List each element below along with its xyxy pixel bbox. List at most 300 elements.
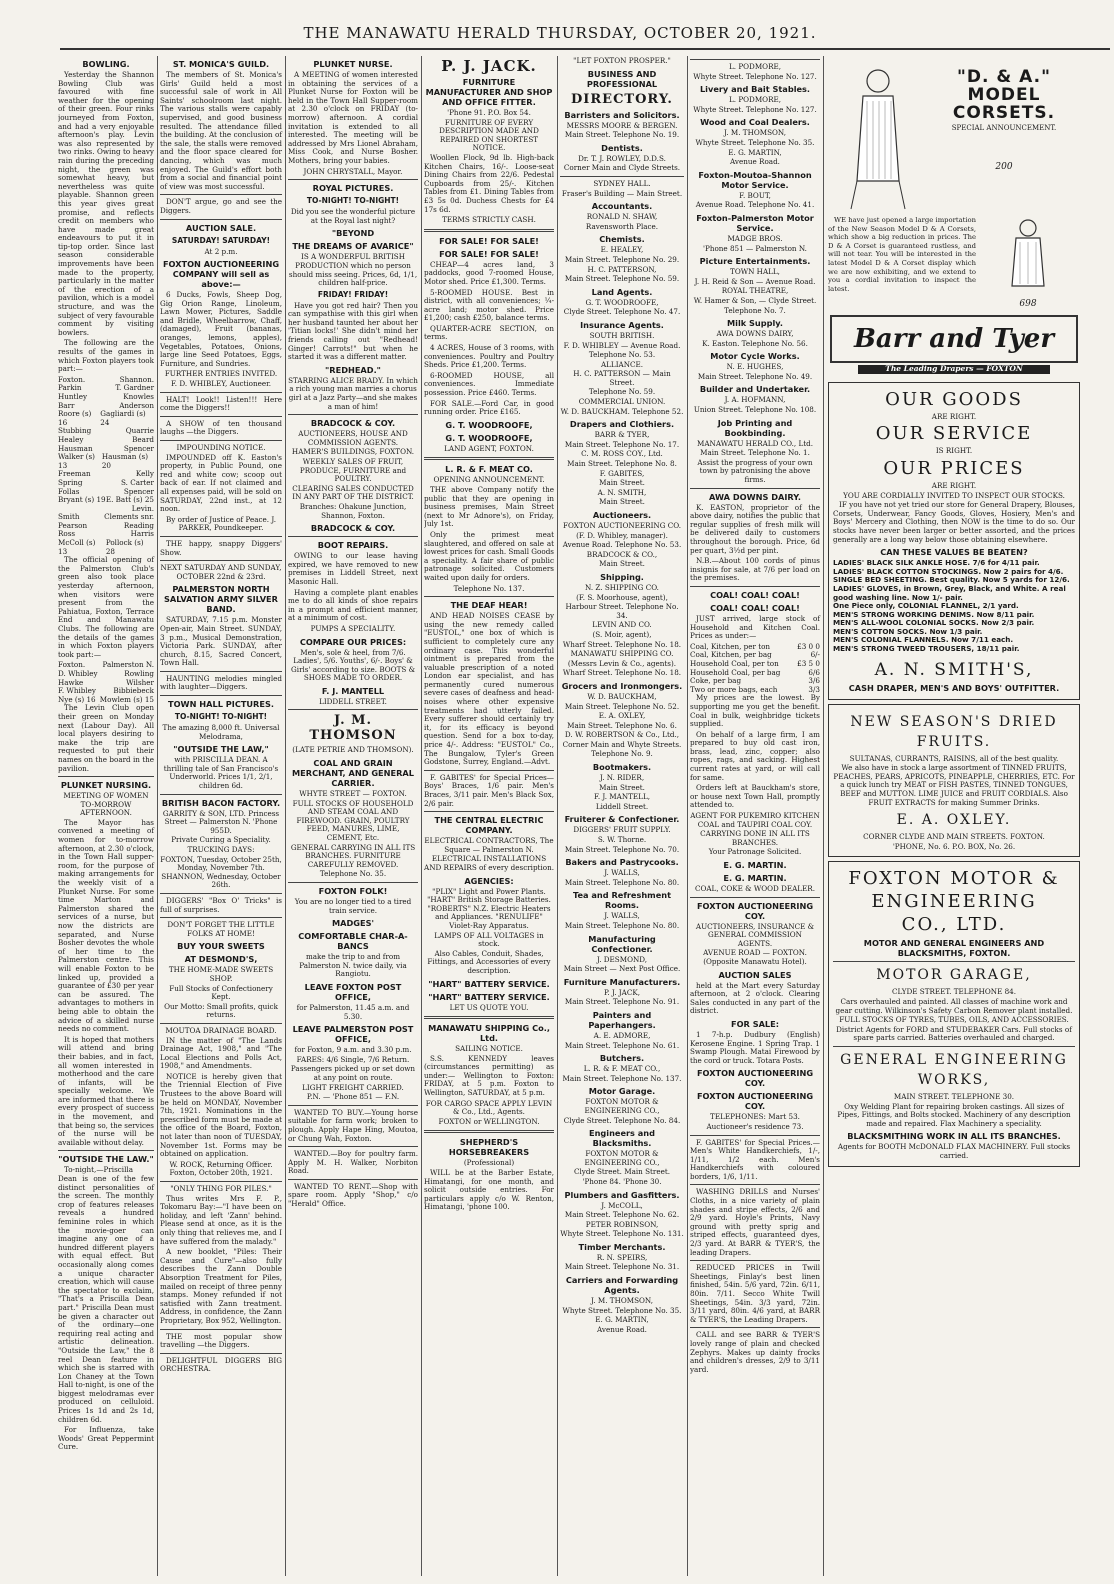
- jack-trade: FURNITURE MANUFACTURER AND SHOP AND OFFICE FITTER.: [425, 77, 553, 107]
- palmerston-results-table: [58, 661, 154, 704]
- directory-line: Corner Main and Clyde Streets.: [563, 163, 681, 173]
- divider: [833, 961, 1075, 962]
- directory-line: Main Street.: [599, 782, 645, 792]
- directory-category: Plumbers and Gasfitters.: [564, 1189, 680, 1200]
- fac-telephones: TELEPHONES: Mart 53.: [710, 1112, 800, 1122]
- goods-right: OUR GOODS: [885, 388, 1023, 410]
- zephyrs-ad: CALL and see BARR & TYER'S lovely range of plain and checked Zephyrs. Makes up dainty frocks and children's dresses, 2/9 to 3/11 yard.: [690, 1330, 820, 1374]
- sale-item-2: 5-ROOMED HOUSE. Best in district, with all conveniences; ¼-acre land; motor shed. Price £1,200; cash £250, balance terms.: [424, 287, 554, 323]
- coal-price-row-cell: 6/-: [810, 650, 820, 660]
- palmerston-result-row-cell: Palmerston N.: [102, 660, 154, 670]
- divider: [160, 194, 282, 195]
- directory-line: J. McCOLL,: [601, 1200, 643, 1210]
- directory-line: MANAWATU SHIPPING CO.: [570, 649, 674, 659]
- deaf-heading: THE DEAF HEAR!: [450, 600, 528, 611]
- directory-line: F. GABITES,: [599, 468, 645, 478]
- plunket-nursing-article-2: It is hoped that mothers will attend and bring their babies, and in fact, all women interested in motherhood and the care of infants, will be specially welcome. We are informed that there is every prospect of success in the movement, and that being so, the services of the nurse will be available without delay.: [58, 1034, 154, 1147]
- electric-contractors: ELECTRICAL CONTRACTORS, The Square — Palmerston N.: [424, 836, 554, 854]
- washing-drills-ad: WASHING DRILLS and Nurses' Cloths, in a nice variety of plain shades and stripe effects, 2/6 and 2/9 yard. Hoyle's Prints, Navy ground with pretty sprig and striped effects, guaranteed dyes, 2/3 yard. At BARR & TYER'S, the leading Drapers.: [690, 1187, 820, 1257]
- bowling-result-row-cell: Knowles: [123, 391, 154, 401]
- fac-footer-2: FOXTON AUCTIONEERING COY.: [696, 1091, 814, 1112]
- directory-line: Clyde Street. Main Street.: [574, 1167, 670, 1177]
- garage-services: Cars overhauled and painted. All classes of machine work and gear cutting. Wilkinson's Safety Carbon Remover plant installed.: [835, 997, 1073, 1015]
- hart-quote: LET US QUOTE YOU.: [449, 1002, 529, 1012]
- garage-stocks: FULL STOCKS OF TYRES, TUBES, OILS, AND ACCESSORIES.: [839, 1015, 1069, 1025]
- sweets-shop: THE HOME-MADE SWEETS SHOP.: [168, 965, 274, 983]
- dried-fruits-stock: We also have in stock a large assortment of TINNED FRUITS, PEACHES, PEARS, APRICOTS, PINEAPPLE, CHERRIES, ETC. For a quick lunch try MEAT or FISH PASTES, TINNED TONGUES, BEEF and MUTTON. LIME JUICE and FRUIT CORDIALS. Also FRUIT EXTRACTS for making Summer Drinks.: [833, 763, 1075, 807]
- directory-line: L. R. & F. MEAT CO.,: [583, 1064, 661, 1074]
- dairy-nb: N.B.—About 100 cords of pinus insignis for sale, at 7/6 per load on the premises.: [690, 556, 820, 583]
- motor-title-3: CO., LTD.: [901, 914, 1007, 936]
- plunket-nursing-subheading: MEETING OF WOMEN TO-MORROW AFTERNOON.: [63, 791, 149, 818]
- woodroofe-name: G. T. WOODROOFE,: [445, 419, 533, 430]
- auction-signature: F. D. WHIBLEY, Auctioneer.: [170, 379, 272, 389]
- oxley-address: CORNER CLYDE AND MAIN STREETS. FOXTON.: [863, 832, 1045, 842]
- directory-category: Dentists.: [601, 142, 643, 153]
- directory-line: Avenue Road.: [730, 157, 780, 167]
- directory-line: Telephone No. 53.: [588, 350, 656, 360]
- salvation-army-program: SATURDAY, 7.15 p.m. Monster Open-air, Main Street. SUNDAY, 3 p.m., Musical Demonstration, Victoria Park. SUNDAY, after church, 8.15, Sacred Concert, Town Hall.: [160, 615, 282, 668]
- directory-line: 'Phone 84. 'Phone 30.: [582, 1176, 662, 1186]
- directory-line: F. BOUT,: [739, 190, 771, 200]
- directory-category: Wood and Coal Dealers.: [700, 117, 810, 128]
- patronage: Your Patronage Solicited.: [708, 847, 802, 857]
- directory-line: Corner Main and Whyte Streets.: [562, 739, 682, 749]
- coal-price-row-cell: 6/6: [808, 667, 820, 677]
- dairy-notice: K. EASTON, proprietor of the above dairy, notifies the public that regular supplies of fresh milk will be delivered daily to customers throughout the borough. Price, 6d per quart, 3½d per pint.: [690, 502, 820, 555]
- directory-line: H. C. PATTERSON — Main Street.: [573, 369, 671, 387]
- bowling-result-row: [58, 539, 154, 556]
- garage-agents: District Agents for FORD and STUDEBAKER Cars. Full stocks of spare parts carried. Batteries overhauled and charged.: [836, 1024, 1072, 1043]
- bowling-result-row-cell: Pearson: [58, 520, 88, 530]
- barr-tyer-tagline: The Leading Drapers — FOXTON: [858, 365, 1050, 374]
- directory-line: Main Street. Telephone No. 6.: [567, 720, 677, 730]
- jack-furniture: FURNITURE OF EVERY DESCRIPTION MADE AND REPAIRED ON SHORTEST NOTICE.: [439, 117, 539, 153]
- directory-category: Auctioneers.: [592, 510, 652, 520]
- directory-line: Harbour Street. Telephone No. 34.: [565, 602, 679, 620]
- bowling-result-row-cell: Parkin: [58, 383, 82, 393]
- engineering-heading: GENERAL ENGINEERING WORKS,: [840, 1051, 1068, 1088]
- carrying: CARRYING DONE IN ALL ITS BRANCHES.: [700, 829, 810, 847]
- directory-line: G. T. WOODROOFE,: [585, 297, 659, 307]
- motor-engineering-ad: [828, 861, 1080, 1166]
- directory-line: J. WALLS,: [604, 868, 640, 878]
- thomson-carrying: GENERAL CARRYING IN ALL ITS BRANCHES. FURNITURE CAREFULLY REMOVED.: [290, 842, 416, 869]
- smith-ad: [828, 382, 1080, 700]
- directory-line: Clyde Street. Telephone No. 47.: [563, 307, 681, 317]
- auction-saturday: SATURDAY! SATURDAY!: [171, 235, 271, 245]
- directory-line: Main Street. Telephone No. 61.: [564, 1040, 680, 1050]
- directory-category: Picture Entertainments.: [699, 256, 811, 267]
- directory-title: DIRECTORY.: [571, 91, 673, 107]
- values-heading: CAN THESE VALUES BE BEATEN?: [880, 547, 1028, 558]
- column-6: [690, 56, 824, 1576]
- diggers-ad: DON'T argue, go and see the Diggers.: [160, 197, 282, 215]
- leave-palmerston: LEAVE PALMERSTON POST OFFICE,: [292, 1024, 414, 1045]
- fac-sales-heading: AUCTION SALES: [718, 969, 792, 980]
- royal-title-1: "BEYOND: [331, 228, 375, 239]
- directory-line: L. PODMORE,: [728, 95, 782, 105]
- directory-line: J. N. RIDER,: [599, 773, 645, 783]
- mantell-name: F. J. MANTELL: [321, 685, 385, 696]
- divider: [160, 671, 282, 672]
- directory-line: J. M. THOMSON,: [723, 128, 787, 138]
- bradcock-sales: WEEKLY SALES OF FRUIT, PRODUCE, FURNITURE and POULTRY.: [299, 457, 407, 484]
- divider: [160, 392, 282, 393]
- coal-price-row-cell: 3/6: [808, 676, 820, 686]
- directory-line: K. Easton. Telephone No. 56.: [702, 338, 808, 348]
- coal-price-row-cell: Household Coal, per ton: [690, 658, 779, 668]
- orchestra-ad: DELIGHTFUL DIGGERS BIG ORCHESTRA.: [160, 1355, 282, 1374]
- garage-heading: MOTOR GARAGE,: [876, 967, 1032, 984]
- redhead-title: "REDHEAD.": [325, 364, 381, 375]
- outside-law-heading: "OUTSIDE THE LAW.": [58, 1154, 154, 1165]
- moutoa-heading: MOUTOA DRAINAGE BOARD.: [165, 1025, 277, 1035]
- blacksmithing: BLACKSMITHING WORK IN ALL ITS BRANCHES.: [847, 1131, 1061, 1142]
- directory-line: F. J. MANTELL,: [593, 792, 651, 802]
- oxley-ad: [828, 704, 1080, 858]
- bradcock-address: HAMER'S BUILDINGS, FOXTON.: [291, 447, 415, 457]
- directory-line: Whyte Street. Telephone No. 127.: [693, 104, 817, 114]
- directory-line: TOWN HALL,: [730, 267, 780, 277]
- corset-figure-illustration: [828, 56, 928, 216]
- smith-name: A. N. SMITH'S,: [874, 659, 1034, 680]
- divider: [160, 917, 282, 918]
- reduced-prices-ad: REDUCED PRICES in Twill Sheetings, Finlay's best linen finished, 54in. 5/6 yard, 72in. 6/11, 80in. 7/11. Secco White Twill Sheetings, 54in. 3/3 yard, 72in. 3/11 yard, 80in. 4/6 yard, at BARR & TYER'S, the Leading Drapers.: [690, 1263, 820, 1324]
- values-list: [833, 559, 1075, 654]
- sale-item-4: 4 ACRES, House of 3 rooms, with conveniences. Poultry and Poultry Sheds. Price £1,200. Terms.: [424, 343, 554, 370]
- directory-line: RONALD N. SHAW,: [586, 212, 658, 222]
- moutoa-notice: NOTICE is hereby given that the Triennial Election of Five Trustees to the above Board will be held on MONDAY, November 7th, 1921. Nominations in the prescribed form must be made at the office of the Board, Foxton, not later than noon of TUESDAY, November 1st. Forms may be obtained on application.: [160, 1071, 282, 1159]
- bowling-result-row-cell: Clements snr.: [104, 512, 154, 522]
- coal-price-row-cell: Coke, per bag: [690, 676, 742, 686]
- divider: [160, 794, 282, 795]
- cargo-location: FOXTON or WELLINGTON.: [438, 1116, 540, 1126]
- moutoa-matter: IN the matter of "The Lands Drainage Act, 1908," and "The Local Elections and Polls Act, 1908," and Amendments.: [160, 1035, 282, 1071]
- corsets-title-3: CORSETS.: [952, 103, 1056, 123]
- directory-line: FOXTON MOTOR & ENGINEERING CO.,: [584, 1097, 660, 1115]
- directory-category: Bootmakers.: [592, 762, 652, 773]
- directory-line: (F. S. Moorhouse, agent),: [576, 592, 668, 602]
- directory-category: Chemists.: [599, 234, 645, 245]
- bowling-result-row-cell: Shannon.: [119, 374, 154, 384]
- impound-signature: By order of Justice of Peace. J. PARKER, Poundkeeper.: [166, 514, 276, 533]
- auction-entries: FURTHER ENTRIES INVITED.: [164, 369, 278, 379]
- impound-heading: IMPOUNDING NOTICE.: [176, 443, 266, 452]
- shepherd-sub: (Professional): [463, 1158, 515, 1168]
- directory-line: Main Street. Telephone No. 8.: [567, 459, 677, 469]
- directory-line: SOUTH BRITISH.: [589, 330, 655, 340]
- smith-sub: CASH DRAPER, MEN'S AND BOYS' OUTFITTER.: [848, 682, 1060, 693]
- bowling-result-row: [58, 410, 154, 427]
- palmerston-result-row-cell: Nye (s) 16: [58, 694, 96, 704]
- directory-category: Job Printing and Bookbinding.: [717, 417, 793, 438]
- guild-article: The members of St. Monica's Girls' Guild held a most successful sale of work in All Saints' schoolroom last night. The various stalls were capably supervised, and good business resulted. The attendance filled the building. At the conclusion of the sale, the stalls were removed and the floor space cleared for dancing, which was much enjoyed. The Guild's effort both from a social and financial point of view was most successful.: [160, 70, 282, 191]
- martin-name-2: E. G. MARTIN.: [723, 873, 787, 883]
- directory-line: Main Street. Telephone No. 17.: [564, 439, 680, 449]
- directory-line: PETER ROBINSON,: [585, 1219, 659, 1229]
- column-3: [288, 56, 422, 1576]
- little-folks-ad: DON'T FORGET THE LITTLE FOLKS AT HOME!: [167, 920, 275, 938]
- trucking-days: FOXTON, Tuesday, October 25th, Monday, November 7th. SHANNON, Wednesday, October 26th.: [160, 854, 282, 890]
- next-saturday: NEXT SATURDAY AND SUNDAY, OCTOBER 22nd & 23rd.: [160, 563, 282, 581]
- directory-category: Butchers.: [599, 1053, 645, 1064]
- shepherd-heading: SHEPHERD'S HORSEBREAKERS: [448, 1137, 530, 1158]
- plunket-nurse-heading: PLUNKET NURSE.: [313, 59, 393, 69]
- palmerston-result-row-cell: Foxton.: [58, 660, 86, 670]
- column-1: [58, 56, 158, 1576]
- fac-desc: AUCTIONEERS, INSURANCE & GENERAL COMMISSION AGENTS.: [695, 921, 815, 948]
- goods-right-sub: ARE RIGHT.: [931, 411, 977, 421]
- happy-ad: THE happy, snappy Diggers' Show.: [160, 538, 282, 557]
- sweets-stock: Full Stocks of Confectionery Kept.: [169, 983, 273, 1002]
- directory-line: D. W. ROBERTSON & Co., Ltd.,: [564, 730, 680, 740]
- divider: [424, 770, 554, 771]
- sale-item-3: QUARTER-ACRE SECTION, on terms.: [424, 323, 554, 342]
- bowling-result-row-cell: McColl (s) 13: [58, 538, 96, 556]
- directory-line: MADGE BROS.: [727, 233, 783, 243]
- electric-heading: THE CENTRAL ELECTRIC COMPANY.: [434, 815, 544, 836]
- coal-price-row-cell: £3 0 0: [797, 641, 820, 651]
- directory-category: Land Agents.: [591, 286, 653, 297]
- bowling-result-row-cell: Levin.: [131, 503, 154, 513]
- bowling-result-row-cell: Ross: [58, 529, 76, 539]
- bowling-result-row-cell: Spring: [58, 477, 83, 487]
- leave-foxton-times: for Palmerston, 11.45 a.m. and 5.30.: [296, 1002, 410, 1021]
- directory-line: Main Street. Telephone No. 29.: [564, 254, 680, 264]
- meat-co-heading: L. R. & F. MEAT CO.: [445, 464, 533, 475]
- divider: [833, 1046, 1075, 1047]
- bowling-result-row-cell: Kelly: [135, 469, 154, 479]
- boot-repairs-notice: OWING to our lease having expired, we have removed to new premises in Liddell Street, next Masonic Hall.: [288, 551, 418, 586]
- directory-line: 'Phone 851 — Palmerston N.: [703, 243, 807, 253]
- directory-line: J. M. THOMSON,: [590, 1296, 654, 1306]
- royal-tonight: TO-NIGHT! TO-NIGHT!: [306, 196, 400, 206]
- divider: [424, 596, 554, 597]
- value-item: LADIES' GLOVES, in Brown, Grey, Black, and White. A real good washing line. Now 1/- pair.: [833, 583, 1066, 602]
- bacon-curing: Private Curing a Speciality.: [171, 835, 271, 845]
- divider: [160, 1329, 282, 1330]
- agencies-list: "PLIX" Light and Power Plants. "HART" British Storage Batteries. "ROBERTS" N.Z. Electric Heaters and Appliances. "RENULIFE" Violet-Ray Apparatus.: [427, 886, 551, 930]
- directory-line: Main Street.: [599, 497, 645, 507]
- fac-sales: held at the Mart every Saturday afternoon, at 2 o'clock. Clearing Sales conducted in any part of the district.: [690, 980, 820, 1016]
- directory-line: J. DESMOND,: [596, 954, 648, 964]
- town-hall-intro: The amazing 8,000 ft. Universal Melodrama,: [162, 723, 280, 741]
- directory-category: Timber Merchants.: [578, 1241, 666, 1252]
- directory-heading: BUSINESS AND PROFESSIONAL: [586, 68, 658, 89]
- cargo-space: FOR CARGO SPACE APPLY LEVIN & Co., Ltd., Agents.: [425, 1098, 553, 1117]
- divider: [690, 586, 820, 587]
- value-item: LADIES' BLACK SILK ANKLE HOSE. 7/6 for 4/11 pair.: [833, 558, 1040, 568]
- bowling-results-table: [58, 376, 154, 556]
- dried-fruits-heading: NEW SEASON'S DRIED FRUITS.: [850, 713, 1058, 750]
- sweets-desmonds: AT DESMOND'S,: [184, 954, 258, 965]
- gabites-ad: F. GABITES' for Special Prices—Boys' Braces, 1/6 pair. Men's Braces, 3/11 pair. Men's Black Sox, 2/6 pair.: [424, 772, 554, 808]
- palmerston-result-row-cell: D. Whibley: [58, 668, 98, 678]
- bowling-result-row-cell: Huntley: [58, 391, 88, 401]
- salvation-army-heading: PALMERSTON NORTH SALVATION ARMY SILVER BAND.: [164, 584, 278, 615]
- sweets-heading: BUY YOUR SWEETS: [177, 941, 265, 952]
- fares-note: Passengers picked up or set down at any point on route.: [290, 1064, 416, 1082]
- bradcock-clearing: CLEARING SALES CONDUCTED IN ANY PART OF THE DISTRICT.: [292, 483, 414, 502]
- divider: [288, 1179, 418, 1180]
- plunket-nursing-article: The Mayor has convened a meeting of women for to-morrow afternoon, at 2.30 o'clock, in the Town Hall supper-room, for the purpose of making arrangements for the weekly visit of a Plunket Nurse. For some time Marton and Palmerston shared the services of a nurse, but now the districts are separated, and Nurse Bosher devotes the whole of her time to the Palmerston centre. This will enable Foxton to be linked up, provided a guarantee of £30 per year can be assured. The advantages to mothers in being able to obtain the advice of a skilled nurse needs no comment.: [58, 817, 154, 1034]
- prices-right-sub: ARE RIGHT.: [931, 480, 977, 490]
- bowling-result-row-cell: Walker (s) 13: [58, 452, 95, 470]
- directory-category: Foxton-Moutoa-Shannon Motor Service.: [698, 169, 812, 190]
- divider: [288, 709, 418, 710]
- bowling-result-row-cell: Pollock (s) 28: [105, 538, 144, 556]
- directory-line: Whyte Street. Telephone No. 131.: [560, 1229, 684, 1239]
- fac-for-sale: FOR SALE:: [730, 1018, 780, 1029]
- royal-friday-text: Have you got red hair? Then you can sympathise with this girl when her husband taunted her about her 'Titian locks!' She didn't mind her friends calling out "Redhead! Ginger! Carrots!" but when he started it was a different matter.: [288, 300, 418, 362]
- smith-text: IF you have not yet tried our store for General Drapery, Blouses, Corsets, Underwear, Fancy Goods, Gloves, Hosiery, Men's and Boys' Mercery and Clothing, then NOW is the time to do so. Our stocks have never been larger or better assorted, and the prices generally are a long way below those obtaining elsewhere.: [833, 500, 1075, 544]
- fac-residence: Auctioneer's residence 73.: [706, 1121, 804, 1131]
- royal-friday: FRIDAY! FRIDAY!: [317, 289, 389, 299]
- bowling-result-row-cell: T. Gardner: [115, 383, 154, 393]
- motor-title-1: FOXTON MOTOR &: [848, 868, 1060, 890]
- directory-line: LEVIN AND CO.: [592, 620, 652, 630]
- directory-line: Main Street — Next Post Office.: [563, 964, 681, 974]
- bowling-result-row-cell: Bryant (s) 19: [58, 495, 106, 505]
- corset-figure-illustration-2: [988, 216, 1068, 296]
- wanted-horse-ad: WANTED TO BUY.—Young horse suitable for farm work; broken to plough. Apply Hape Hing, Moutoa, or Chung Wah, Foxton.: [288, 1107, 418, 1143]
- directory-line: Main Street.: [599, 478, 645, 488]
- corset-model-label-1: 200: [995, 161, 1013, 172]
- coal-heading: COAL! COAL! COAL!: [710, 589, 800, 600]
- lamps: LAMPS OF ALL VOLTAGES in stock.: [434, 930, 544, 949]
- column-4: [424, 56, 558, 1576]
- meat-co-notice: THE above Company notify the public that they are opening in business premises, Main Street (next to Mr Adnore's), on Friday, July 1st.: [424, 485, 554, 529]
- directory-line: A. E. ADMORE,: [593, 1030, 651, 1040]
- directory-line: Main Street. Telephone No. 31.: [564, 1262, 680, 1272]
- fares: FARES: 4/6 Single, 7/6 Return.: [296, 1054, 410, 1064]
- town-hall-title: "OUTSIDE THE LAW,": [173, 744, 269, 755]
- divider: [424, 1130, 554, 1133]
- directory-line: (F. D. Whibley, manager).: [576, 530, 668, 540]
- hart-service: "HART" BATTERY SERVICE.: [428, 978, 550, 989]
- box-of-tricks-ad: DIGGERS' "Box O' Tricks" is full of surprises.: [160, 895, 282, 914]
- barr-tyer-logo-text: Barr and Tyer: [853, 323, 1055, 354]
- bowling-result-row-cell: E. Batt (s) 25: [105, 495, 154, 505]
- directory-line: Clyde Street. Telephone No. 84.: [563, 1115, 681, 1125]
- directory-line: E. G. MARTIN,: [595, 1315, 649, 1325]
- directory-line: E. HEALEY,: [600, 245, 644, 255]
- directory-line: W. D. BAUCKHAM,: [587, 691, 657, 701]
- thomson-heading: J. M. THOMSON: [309, 713, 397, 744]
- directory-line: Union Street. Telephone No. 108.: [693, 405, 817, 415]
- auction-heading: AUCTION SALE.: [185, 222, 257, 233]
- bowling-result-row-cell: Quarrie: [125, 426, 154, 436]
- sale-item-6: FOR SALE.—Ford Car, in good running order. Price £165.: [424, 398, 554, 417]
- directory-line: Main Street. Telephone No. 49.: [697, 371, 813, 381]
- fac-items: 1 7-h.p. Dudbury (English) Kerosene Engine. 1 Spring Trap. 1 Swamp Plough. Matai Firewood by the cord or truck. Totara Posts.: [690, 1029, 820, 1065]
- value-item: MEN'S COTTON SOCKS. Now 1/3 pair.: [833, 626, 983, 636]
- directory-line: A. N. SMITH,: [597, 487, 647, 497]
- directory-line: COMMERCIAL UNION.: [578, 397, 666, 407]
- boot-prices: Men's, sole & heel, from 7/6. Ladies', 5/6. Youths', 6/-. Boys' & Girls' according to size. BOOTS & SHOES MADE TO ORDER.: [291, 647, 415, 683]
- coal-buying: On behalf of a large firm, I am prepared to buy old cast iron, brass, lead, zinc, copper; also ropes, rags, and sacking. Highest current rates at yard, or will call for same.: [690, 729, 820, 782]
- coal-orders: Orders left at Bauckham's store, or house next Town Hall, promptly attended to.: [690, 783, 820, 810]
- directory-line: J. WALLS,: [604, 911, 640, 921]
- piles-heading: "ONLY THING FOR PILES.": [170, 1184, 272, 1193]
- divider: [424, 229, 554, 232]
- directory-line: Main Street. Telephone No. 52.: [564, 701, 680, 711]
- outside-law-article: To-night,—Priscilla Dean is one of the few distinct personalities of the screen. The monthly crop of features releases reveals a hundred feminine roles in which the movie-goer can imagine any one of a hundred different players with equal effect. But occasionally along comes a unique character creation, which will cause the spectator to exclaim, "That's a Priscilla Dean part." Priscilla Dean must be given a character out of the ordinary—one requiring real acting and artistic delineation. "Outside the Law," the 8 reel Dean feature in which she is starred with Lon Chaney at the Town Hall to-night, is one of the biggest melodramas ever produced on celluloid. Prices 1s 1d and 2s 1d, children 6d.: [58, 1165, 154, 1424]
- directory-category: Bakers and Pastrycooks.: [565, 857, 679, 868]
- divider: [58, 776, 154, 777]
- jack-heading: P. J. JACK.: [441, 57, 537, 75]
- bowling-result-row-cell: Stubbing: [58, 426, 92, 436]
- royal-pictures-heading: ROYAL PICTURES.: [312, 183, 394, 194]
- directory-line: FOXTON AUCTIONEERING CO.: [562, 521, 681, 530]
- palmerston-result-row-cell: Wilsher: [126, 677, 154, 687]
- divider: [160, 893, 282, 894]
- directory-category: Tea and Refreshment Rooms.: [572, 890, 672, 911]
- engineering-services: Oxy Welding Plant for repairing broken castings. All sizes of Pipes, Fittings, and Bolts stocked. Machinery of any description made and repaired. Flax Machinery a speciality.: [837, 1101, 1071, 1128]
- motor-title-2: ENGINEERING: [871, 891, 1037, 913]
- sailing-notice: SAILING NOTICE.: [455, 1044, 523, 1054]
- bowling-result-row-cell: S. Carter: [120, 477, 154, 487]
- directory-line: S. W. Thorne.: [597, 835, 647, 845]
- corsets-special: SPECIAL ANNOUNCEMENT.: [951, 124, 1057, 132]
- directory-line: Avenue Road. Telephone No. 41.: [695, 200, 815, 210]
- divider: [160, 560, 282, 561]
- bacon-address: GARRITY & SON, LTD. Princess Street — Palmerston N. 'Phone 955D.: [162, 808, 280, 835]
- bowling-result-row-cell: Roore (s) 16: [58, 409, 92, 427]
- meat-co-details: Only the primest meat slaughtered, and offered on sale at lowest prices for cash. Small Goods a speciality. A fair share of public patronage solicited. Customers waited upon daily for orders.: [424, 529, 554, 582]
- directory-line: MESSRS MOORE & BERGEN.: [566, 120, 678, 130]
- bradcock-branches: Branches: Ohakune Junction, Shannon, Foxton.: [299, 501, 407, 520]
- plunket-nurse-notice: A MEETING of women interested in obtaining the services of a Plunket Nurse for Foxton will be held in the Town Hall Supper-room at 2.30 o'clock on FRIDAY (to-morrow) afternoon. A cordial invitation is extended to all interested. The meeting will be addressed by Mrs Lionel Abraham, Miss Cook, and Nurse Bosher. Mothers, bring your babies.: [288, 70, 418, 165]
- let-foxton-prosper: "LET FOXTON PROSPER.": [573, 56, 671, 65]
- palmerston-result-row-cell: Mowlem (s) 15: [99, 694, 154, 704]
- divider: [690, 1184, 820, 1185]
- directory-category: Fruiterer & Confectioner.: [564, 814, 680, 825]
- boot-pumps: PUMPS A SPECIALITY.: [310, 623, 396, 633]
- gabites-handkerchiefs-ad: F. GABITES' for Special Prices.—Men's White Handkerchiefs, 1/-, 1/11, 1/2 each. Men's Handkerchiefs with coloured borders, 1/6, 1/11.: [690, 1137, 820, 1181]
- directory-category: Manufacturing Confectioner.: [588, 933, 656, 954]
- agencies-heading: AGENCIES:: [464, 875, 514, 886]
- royal-title-2: THE DREAMS OF AVARICE": [292, 241, 414, 252]
- directory-line: ROYAL THEATRE,: [721, 286, 789, 296]
- motor-sub: MOTOR AND GENERAL ENGINEERS AND BLACKSMITHS, FOXTON.: [863, 938, 1045, 959]
- divider: [690, 1135, 820, 1136]
- corset-model-label-2: 698: [1019, 298, 1037, 309]
- bowling-result-row-cell: Foxton.: [58, 374, 86, 384]
- divider: [690, 59, 820, 60]
- palmerston-result-row-cell: Rowling: [124, 668, 154, 678]
- directory-category: Carriers and Forwarding Agents.: [565, 1275, 679, 1296]
- palmerston-opening: The official opening of the Palmerston Club's green also took place yesterday afternoon, when visitors were present from the Pahiatua, Foxton, Terrace End and Manawatu Clubs. The following are the details of the games in which Foxton players took part:—: [58, 555, 154, 659]
- bacon-heading: BRITISH BACON FACTORY.: [161, 797, 281, 808]
- directory-line: (Messrs Levin & Co., agents).: [567, 658, 677, 668]
- divider: [690, 897, 820, 898]
- directory-line: Main Street. Telephone No. 59.: [564, 274, 680, 284]
- divider: [690, 1327, 820, 1328]
- sailing-details: S.S. KENNEDY leaves (circumstances permitting) as under:— Wellington to Foxton: FRIDAY, at 5 p.m. Foxton to Wellington, SATURDAY, at 5 p.m.: [424, 1053, 554, 1098]
- deaf-ad: AND HEAD NOISES CEASE by using the new remedy called "EUSTOL," one box of which is sufficient to completely cure any ordinary case. This wonderful ointment is prepared from the valuable prescription of a noted London ear specialist, and has permanently cured numerous severe cases of deafness and head-noises where other expensive treatments had utterly failed. Every sufferer should certainly try it, for its efficacy is beyond question. Send for a box to-day, price 4/-. Address: "EUSTOL" Co., The Bungalow, Tyler's Green Godstone, Surrey, England.—Advt.: [424, 611, 554, 767]
- town-hall-details: with PRISCILLA DEAN. A thrilling tale of San Francisco's Underworld. Prices 1/1, 2/1, children 6d.: [163, 755, 279, 791]
- directory-line: N. E. HUGHES,: [726, 362, 784, 372]
- bowling-result-row-cell: Gagliardi (s) 24: [100, 409, 146, 427]
- directory-category: Accountants.: [591, 201, 653, 212]
- directory-line: L. PODMORE,: [728, 62, 782, 71]
- redhead-details: STARRING ALICE BRADY. In which a rich young man marries a chorus girl at a Jazz Party—and she makes a man of him!: [288, 375, 418, 411]
- divider: [288, 1105, 418, 1106]
- invite-stocks: YOU ARE CORDIALLY INVITED TO INSPECT OUR STOCKS.: [843, 490, 1065, 500]
- garage-address: CLYDE STREET. TELEPHONE 84.: [891, 987, 1017, 997]
